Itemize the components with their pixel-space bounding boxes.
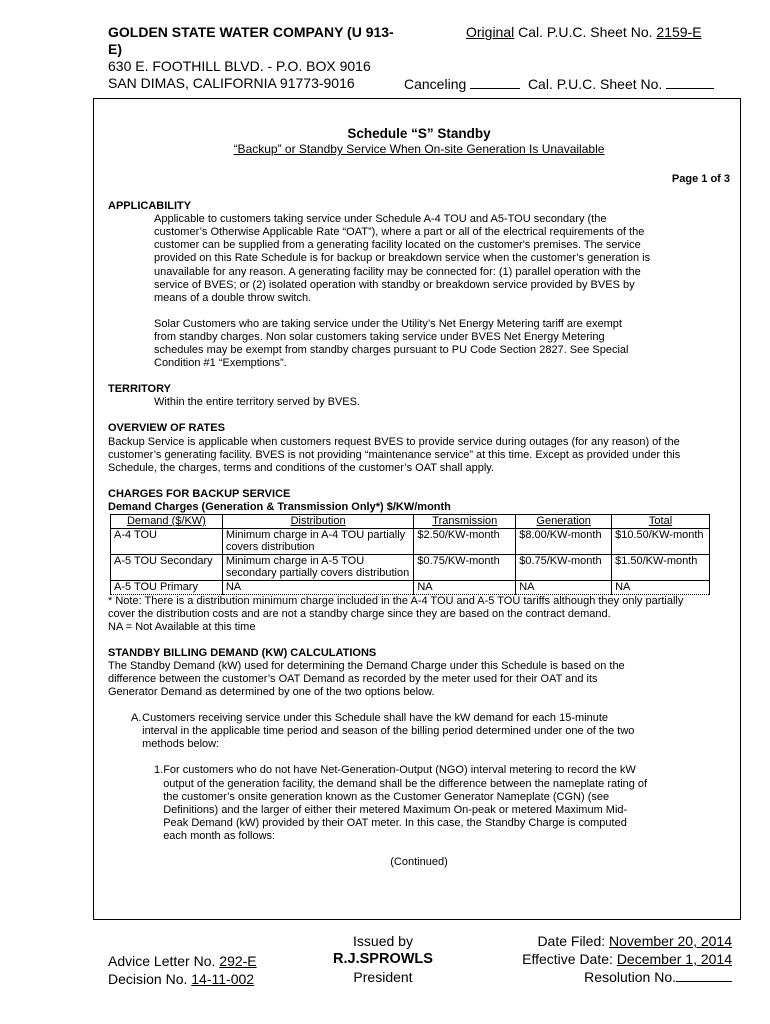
table-cell: $2.50/KW-month: [414, 528, 516, 554]
address-line-1: 630 E. FOOTHILL BLVD. - P.O. BOX 9016: [108, 58, 371, 74]
advice-letter-label: Advice Letter No.: [108, 953, 216, 969]
table-header-cell: Distribution: [222, 514, 414, 528]
sheet-line-canceling: [404, 75, 714, 93]
table-cell: $0.75/KW-month: [414, 554, 516, 580]
table-cell: $1.50/KW-month: [612, 554, 710, 580]
issuer-name: R.J.SPROWLS: [333, 951, 433, 967]
applicability-heading: APPLICABILITY: [108, 200, 192, 213]
sheet-line-original: [404, 24, 702, 58]
table-cell: NA: [222, 580, 414, 594]
table-cell: A-5 TOU Primary: [111, 580, 223, 594]
tariff-header: [108, 24, 718, 93]
table-header-cell: Total: [612, 514, 710, 528]
sheet-number: 2159-E: [656, 24, 702, 40]
issuer-title: President: [353, 969, 413, 985]
table-cell: NA: [414, 580, 516, 594]
territory-text: Within the entire territory served by BVES.: [154, 396, 361, 409]
sheet-prefix: Cal. P.U.C. Sheet No.: [518, 24, 653, 40]
table-cell: Minimum charge in A-5 TOU secondary partially covers distribution: [222, 554, 414, 580]
list-item-a: [108, 712, 730, 751]
footer-left: [108, 952, 257, 988]
applicability-paragraph-1: Applicable to customers taking service under Schedule A-4 TOU and A5-TOU secondary (the customer’s Otherwise Applicable Rate “OAT”), where a part or all of the electrical requirements of the customer can be supplied from a generating facility located on the customer's premises. The service provided on this Rate Schedule is for backup or breakdown service when the customer’s generation is unavailable for any reason. A generating facility may be connected for: (1) parallel operation with the service of BVES; or (2) isolated operation with standby or breakdown service provided by BVES by means of a double throw switch.: [154, 213, 651, 304]
list-text-a: Customers receiving service under this Schedule shall have the kW demand for each 15-minute interval in the applicable time period and season of the billing period determined under one of the two methods below:: [142, 712, 635, 751]
table-header-cell: Generation: [516, 514, 612, 528]
table-note: * Note: There is a distribution minimum charge included in the A-4 TOU and A-5 TOU tariffs although they only partially cover the distribution costs and are not a standby charge since they are based on the contract demand.: [108, 594, 684, 620]
table-cell: $10.50/KW-month: [612, 528, 710, 554]
territory-heading: TERRITORY: [108, 383, 171, 396]
effective-date-label: Effective Date:: [522, 951, 613, 967]
resolution-blank: [676, 968, 732, 982]
sheet-prefix-2: Cal. P.U.C. Sheet No.: [527, 76, 663, 92]
table-cell: NA: [612, 580, 710, 594]
schedule-title: Schedule “S” Standby: [347, 126, 491, 141]
table-row: [111, 528, 710, 554]
page-number: Page 1 of 3: [671, 173, 730, 185]
company-name: GOLDEN STATE WATER COMPANY (U 913-E): [108, 24, 394, 57]
applicability-paragraph-2: Solar Customers who are taking service under the Utility’s Net Energy Metering tariff are exempt from standby charges. Non solar customers taking service under BVES Net Energy Metering schedules may be exempt from standby charges pursuant to PU Code Section 2827. See Special Condition #1 “Exemptions”.: [154, 317, 629, 370]
overview-text: Backup Service is applicable when customers request BVES to provide service during outages (for any reason) of the customer’s generating facility. BVES is not providing “maintenance service” at this time. Except as provided under this Schedule, the charges, terms and conditions of the customer’s OAT shall apply.: [108, 435, 681, 474]
standby-heading: STANDBY BILLING DEMAND (KW) CALCULATIONS: [108, 646, 377, 659]
decision-label: Decision No.: [108, 971, 188, 987]
decision-number: 14-11-002: [191, 971, 255, 987]
schedule-subtitle: “Backup” or Standby Service When On-site Generation Is Unavailable: [233, 142, 605, 156]
resolution-label: Resolution No.: [584, 969, 676, 985]
charges-heading: CHARGES FOR BACKUP SERVICE: [108, 487, 291, 500]
sheet-number-blank: [666, 75, 714, 89]
issued-by-label: Issued by: [353, 933, 413, 949]
canceling-label: Canceling: [404, 76, 467, 92]
canceling-blank: [470, 75, 520, 89]
list-text-1: For customers who do not have Net-Generation-Output (NGO) interval metering to record the kW output of the generation facility, the demand shall be the difference between the nameplate rating of the customer’s onsite generation known as the Customer Generator Nameplate (CGN) (see Definitions) and the larger of either their metered Maximum On-peak or metered Maximum Mid-Peak Demand (kW) provided by their OAT meter. In this case, the Standby Charge is computed each month as follows:: [163, 764, 648, 842]
table-header-row: [111, 514, 710, 528]
table-cell: $8.00/KW-month: [516, 528, 612, 554]
footer-right: [522, 932, 732, 986]
standby-text: The Standby Demand (kW) used for determining the Demand Charge under this Schedule is based on the difference between the customer’s OAT Demand as recorded by the meter used for their OAT and its Generator Demand as determined by one of the two options below.: [108, 659, 625, 699]
schedule-body: [108, 126, 730, 869]
table-row: [111, 580, 710, 594]
date-filed-label: Date Filed:: [537, 933, 606, 949]
advice-letter-number: 292-E: [219, 953, 257, 969]
continued-label: (Continued): [390, 856, 448, 869]
table-cell: A-5 TOU Secondary: [111, 554, 223, 580]
table-header-cell: Demand ($/KW): [111, 514, 223, 528]
footer-center: [313, 932, 453, 986]
list-label-a: A.: [131, 712, 142, 725]
demand-charges-table: [110, 514, 710, 595]
na-note: NA = Not Available at this time: [108, 620, 256, 633]
table-cell: A-4 TOU: [111, 528, 223, 554]
date-filed-value: November 20, 2014: [609, 933, 732, 949]
charges-subheading: Demand Charges (Generation & Transmission Only*) $/KW/month: [108, 500, 451, 513]
effective-date-value: December 1, 2014: [616, 951, 732, 967]
overview-heading: OVERVIEW OF RATES: [108, 422, 225, 435]
table-row: [111, 554, 710, 580]
table-cell: NA: [516, 580, 612, 594]
table-cell: $0.75/KW-month: [516, 554, 612, 580]
list-label-1: 1.: [154, 764, 164, 777]
table-cell: Minimum charge in A-4 TOU partially covers distribution: [222, 528, 414, 554]
original-label: Original: [466, 24, 515, 40]
list-item-1: [108, 764, 730, 843]
address-line-2: SAN DIMAS, CALIFORNIA 91773-9016: [108, 75, 355, 91]
table-header-cell: Transmission: [414, 514, 516, 528]
